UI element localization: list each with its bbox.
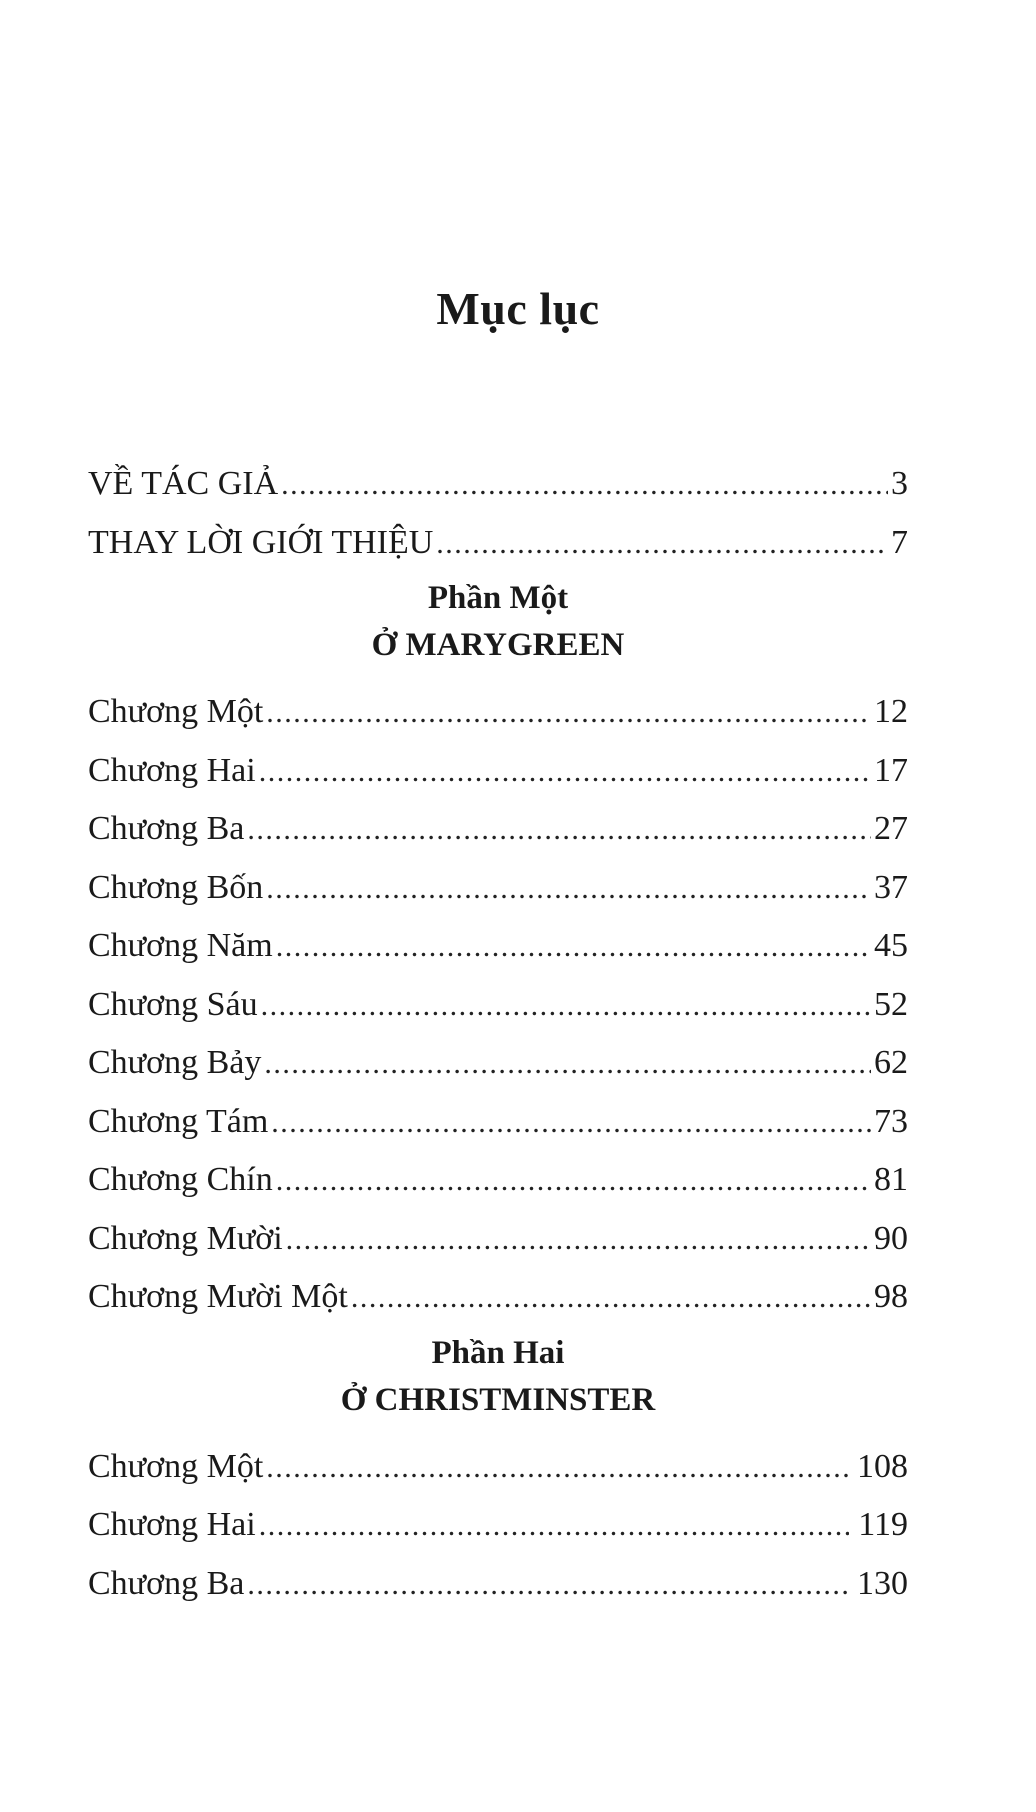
toc-entry-page: 73 (874, 1102, 908, 1140)
dot-leader (259, 743, 871, 802)
dot-leader (276, 1152, 871, 1211)
table-of-contents (88, 455, 908, 1613)
part-heading (88, 575, 908, 669)
toc-entry (88, 1268, 908, 1327)
toc-entry (88, 800, 908, 859)
toc-entry-label: Chương Hai (88, 1506, 256, 1543)
dot-leader (436, 515, 888, 574)
dot-leader (261, 977, 871, 1036)
part-title: Phần Một (427, 580, 569, 616)
toc-entry (88, 1034, 908, 1093)
dot-leader (266, 860, 871, 919)
dot-leader (276, 918, 871, 977)
dot-leader (247, 1556, 848, 1615)
toc-entry (88, 742, 908, 801)
dot-leader (351, 1269, 871, 1328)
toc-entry-page: 81 (874, 1161, 908, 1198)
toc-entry-page: 17 (874, 751, 908, 789)
part-title: Phần Hai (431, 1334, 565, 1371)
toc-entry (88, 455, 908, 514)
toc-entry-label: Chương Chín (88, 1161, 273, 1198)
toc-entry-label: Chương Một (88, 693, 264, 730)
toc-entry-page: 98 (874, 1278, 908, 1315)
toc-entry (88, 1093, 908, 1152)
toc-entry-label: Chương Bảy (88, 1044, 262, 1081)
toc-entry-label: THAY LỜI GIỚI THIỆU (88, 523, 434, 561)
toc-entry-page: 119 (858, 1506, 908, 1543)
dot-leader (286, 1211, 871, 1270)
toc-entry-page: 130 (857, 1564, 908, 1602)
dot-leader (259, 1497, 850, 1556)
toc-entry-page: 7 (891, 523, 908, 561)
toc-entry (88, 1555, 908, 1614)
dot-leader (271, 1094, 871, 1153)
toc-entry-label: Chương Hai (88, 751, 256, 789)
toc-entry-label: Chương Một (88, 1447, 264, 1485)
toc-entry (88, 1496, 908, 1555)
toc-entry-page: 90 (874, 1219, 908, 1257)
toc-entry (88, 917, 908, 976)
toc-entry-label: Chương Mười (88, 1219, 283, 1257)
dot-leader (266, 1439, 848, 1498)
toc-entry-label: Chương Ba (88, 810, 245, 847)
toc-entry-label: Chương Ba (88, 1564, 245, 1602)
page-title: Mục lục (436, 283, 600, 334)
toc-entry-page: 52 (874, 985, 908, 1023)
toc-entry (88, 514, 908, 573)
part-subtitle: Ở CHRISTMINSTER (340, 1381, 656, 1418)
part-heading (88, 1330, 908, 1424)
toc-entry-page: 3 (891, 465, 908, 502)
toc-entry (88, 683, 908, 742)
toc-entry-page: 45 (874, 927, 908, 964)
toc-entry-label: Chương Bốn (88, 868, 264, 906)
toc-entry (88, 859, 908, 918)
toc-entry-page: 27 (874, 810, 908, 847)
toc-entry-page: 37 (874, 868, 908, 906)
toc-entry-label: VỀ TÁC GIẢ (88, 465, 279, 502)
toc-entry-label: Chương Tám (88, 1102, 269, 1140)
toc-entry-page: 108 (857, 1447, 908, 1485)
dot-leader (247, 801, 871, 860)
toc-entry-label: Chương Sáu (88, 985, 258, 1023)
toc-entry (88, 976, 908, 1035)
part-subtitle: Ở MARYGREEN (371, 627, 625, 663)
toc-entry-label: Chương Mười Một (88, 1278, 348, 1315)
dot-leader (266, 684, 871, 743)
toc-entry-label: Chương Năm (88, 927, 273, 964)
toc-entry (88, 1151, 908, 1210)
dot-leader (281, 456, 888, 515)
toc-entry (88, 1210, 908, 1269)
toc-entry-page: 62 (874, 1044, 908, 1081)
dot-leader (264, 1035, 871, 1094)
toc-entry (88, 1438, 908, 1497)
toc-entry-page: 12 (874, 693, 908, 730)
